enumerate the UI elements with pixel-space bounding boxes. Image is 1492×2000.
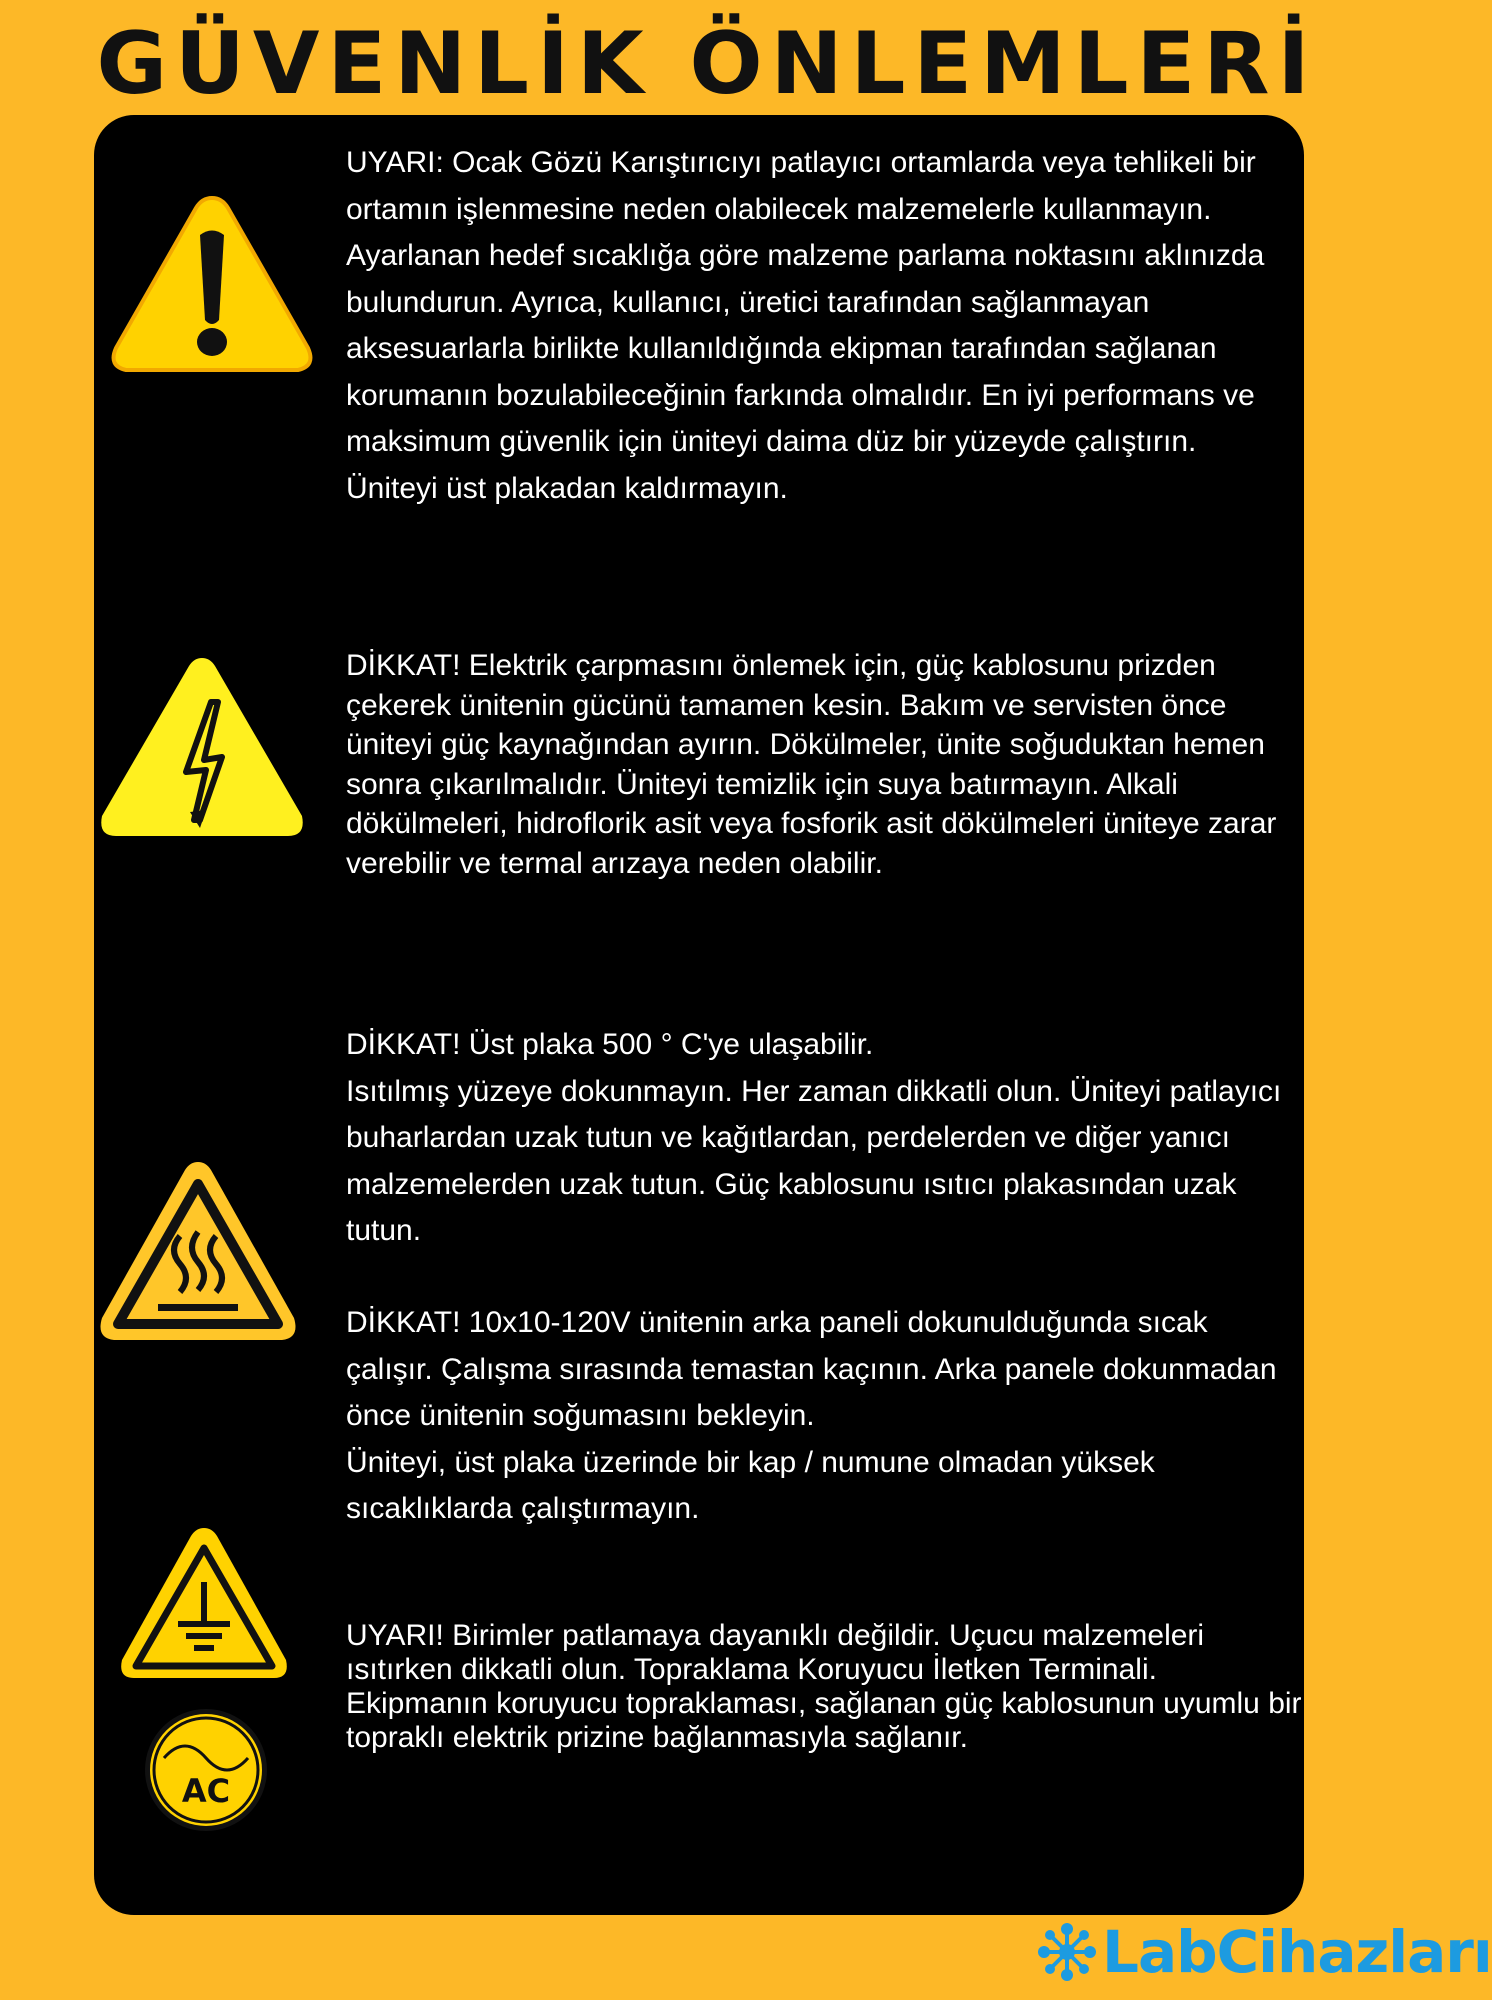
ac-power-icon bbox=[142, 1706, 270, 1834]
warning-text-grounding bbox=[346, 1619, 1306, 1755]
paragraph: Isıtılmış yüzeye dokunmayın. Her zaman dikkatli olun. Üniteyi patlayıcı buharlardan uzak tutun ve kağıtlardan, perdelerden ve diğer yanıcı malzemelerden uzak tutun. Güç kablosunu ısıtıcı plakasından uzak tutun. bbox=[346, 1074, 1282, 1247]
warning-text-electric bbox=[346, 646, 1296, 883]
warning-text-general bbox=[346, 140, 1296, 512]
paragraph: UYARI! Birimler patlamaya dayanıklı değildir. Uçucu malzemeleri ısıtırken dikkatli olun. Topraklama Koruyucu İletken Terminali. Ekipmanın koruyucu topraklaması, sağlanan güç kablosunun uyumlu bir topraklı elektrik prizine bağlanmasıyla sağlanır. bbox=[346, 1619, 1302, 1754]
paragraph: DİKKAT! Üst plaka 500 ° C'ye ulaşabilir. bbox=[346, 1028, 874, 1061]
paragraph: UYARI: Ocak Gözü Karıştırıcıyı patlayıcı ortamlarda veya tehlikeli bir ortamın işlenmesine neden olabilecek malzemelerle kullanmayın. Ayarlanan hedef sıcaklığa göre malzeme parlama noktasını aklınızda bulundurun. Ayrıca, kullanıcı, üretici tarafından sağlanmayan aksesuarlarla birlikte kullanıldığında ekipman tarafından sağlanan korumanın bozulabileceğinin farkında olmalıdır. En iyi performans ve maksimum güvenlik için üniteyi daima düz bir yüzeyde çalıştırın. bbox=[346, 146, 1265, 458]
ground-warning-icon bbox=[116, 1524, 292, 1682]
paragraph: DİKKAT! 10x10-120V ünitenin arka paneli dokunulduğunda sıcak çalışır. Çalışma sırasında temastan kaçının. Arka panele dokunmadan önce ünitenin soğumasını bekleyin. bbox=[346, 1306, 1277, 1432]
warning-text-hot-surface bbox=[346, 1022, 1296, 1255]
brand-name: LabCihazları bbox=[1102, 1918, 1492, 1986]
paragraph: Üniteyi, üst plaka üzerinde bir kap / numune olmadan yüksek sıcaklıklarda çalıştırmayın. bbox=[346, 1445, 1155, 1525]
labcihazlari-logo-icon bbox=[1036, 1921, 1098, 1983]
paragraph: DİKKAT! Elektrik çarpmasını önlemek için, güç kablosunu prizden çekerek ünitenin gücünü tamamen kesin. Bakım ve servisten önce üniteyi güç kaynağından ayırın. Dökülmeler, ünite soğuduktan hemen sonra çıkarılmalıdır. Üniteyi temizlik için suya batırmayın. Alkali dökülmeleri, hidroflorik asit veya fosforik asit dökülmeleri üniteye zarar verebilir ve termal arızaya neden olabilir. bbox=[346, 649, 1277, 880]
exclamation-warning-icon bbox=[108, 190, 316, 380]
paragraph: Üniteyi üst plakadan kaldırmayın. bbox=[346, 471, 788, 505]
page-title: GÜVENLİK ÖNLEMLERİ bbox=[96, 14, 1318, 114]
ac-label: AC bbox=[181, 1772, 231, 1810]
brand-logo bbox=[1036, 1912, 1492, 1992]
warning-text-back-panel bbox=[346, 1300, 1296, 1533]
electric-shock-warning-icon bbox=[94, 652, 310, 842]
hot-surface-warning-icon bbox=[96, 1158, 300, 1344]
